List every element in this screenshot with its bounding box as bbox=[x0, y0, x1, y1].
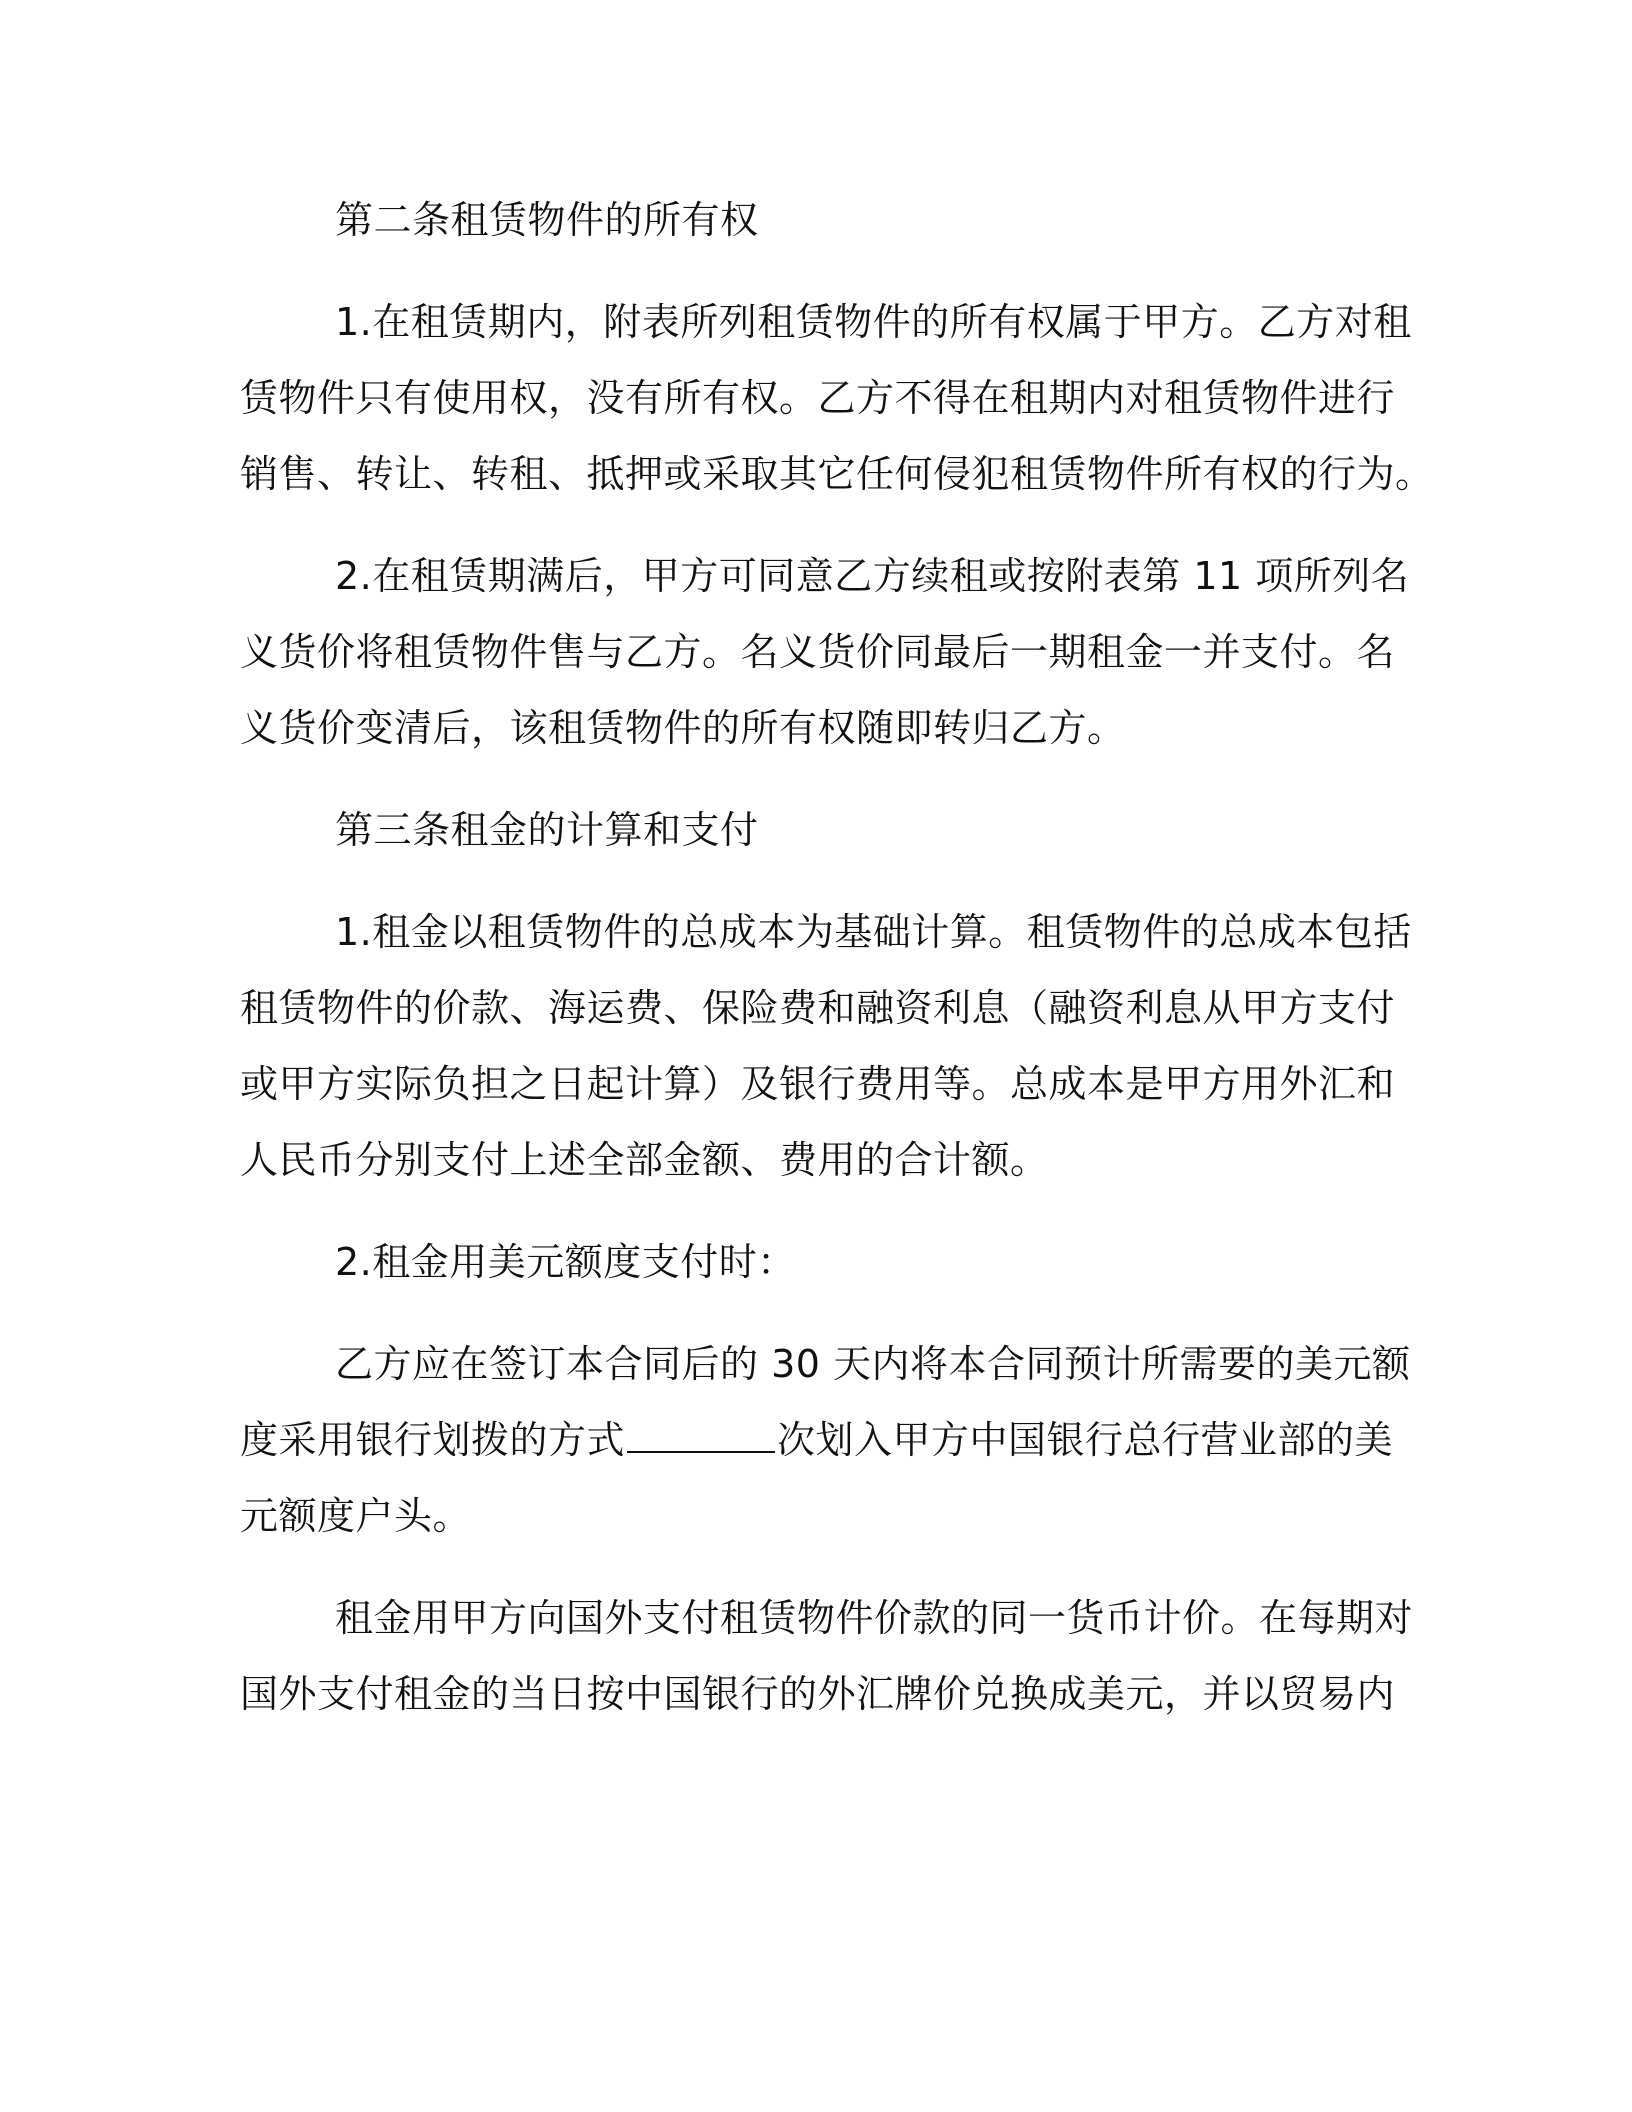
article-2-clause-1-line-3: 销售、转让、转租、抵押或采取其它任何侵犯租赁物件所有权的行为。 bbox=[240, 452, 1434, 496]
article-2-clause-2-line-2: 义货价将租赁物件售与乙方。名义货价同最后一期租金一并支付。名 bbox=[240, 630, 1396, 674]
article-3-pricing-line-1: 租金用甲方向国外支付租赁物件价款的同一货币计价。在每期对 bbox=[335, 1596, 1414, 1640]
article-3-pricing-line-2: 国外支付租金的当日按中国银行的外汇牌价兑换成美元，并以贸易内 bbox=[240, 1672, 1396, 1716]
fill-in-blank bbox=[627, 1417, 775, 1453]
article-3-clause-1-line-4: 人民币分别支付上述全部金额、费用的合计额。 bbox=[240, 1138, 1049, 1182]
article-2-clause-1-line-2: 赁物件只有使用权，没有所有权。乙方不得在租期内对租赁物件进行 bbox=[240, 376, 1396, 420]
article-2-clause-2-line-3: 义货价变清后，该租赁物件的所有权随即转归乙方。 bbox=[240, 706, 1126, 750]
article-2-clause-1-line-1: 1.在租赁期内，附表所列租赁物件的所有权属于甲方。乙方对租 bbox=[335, 300, 1412, 344]
article-3-clause-2-heading: 2.租金用美元额度支付时： bbox=[335, 1240, 796, 1284]
line-2-before-blank: 度采用银行划拨的方式 bbox=[240, 1418, 626, 1462]
line-2-after-blank: 次划入甲方中国银行总行营业部的美 bbox=[777, 1418, 1394, 1462]
article-3-clause-1-line-1: 1.租金以租赁物件的总成本为基础计算。租赁物件的总成本包括 bbox=[335, 910, 1412, 954]
article-2-clause-2-line-1: 2.在租赁期满后，甲方可同意乙方续租或按附表第 11 项所列名 bbox=[335, 554, 1410, 598]
article-3-clause-2-line-3: 元额度户头。 bbox=[240, 1494, 472, 1538]
article-3-clause-1-line-2: 租赁物件的价款、海运费、保险费和融资利息（融资利息从甲方支付 bbox=[240, 986, 1396, 1030]
article-3-clause-1-line-3: 或甲方实际负担之日起计算）及银行费用等。总成本是甲方用外汇和 bbox=[240, 1062, 1396, 1106]
article-3-heading: 第三条租金的计算和支付 bbox=[335, 808, 759, 852]
article-3-clause-2-line-2 bbox=[240, 1416, 1393, 1464]
article-2-heading: 第二条租赁物件的所有权 bbox=[335, 198, 759, 242]
article-3-clause-2-line-1: 乙方应在签订本合同后的 30 天内将本合同预计所需要的美元额 bbox=[335, 1342, 1411, 1386]
